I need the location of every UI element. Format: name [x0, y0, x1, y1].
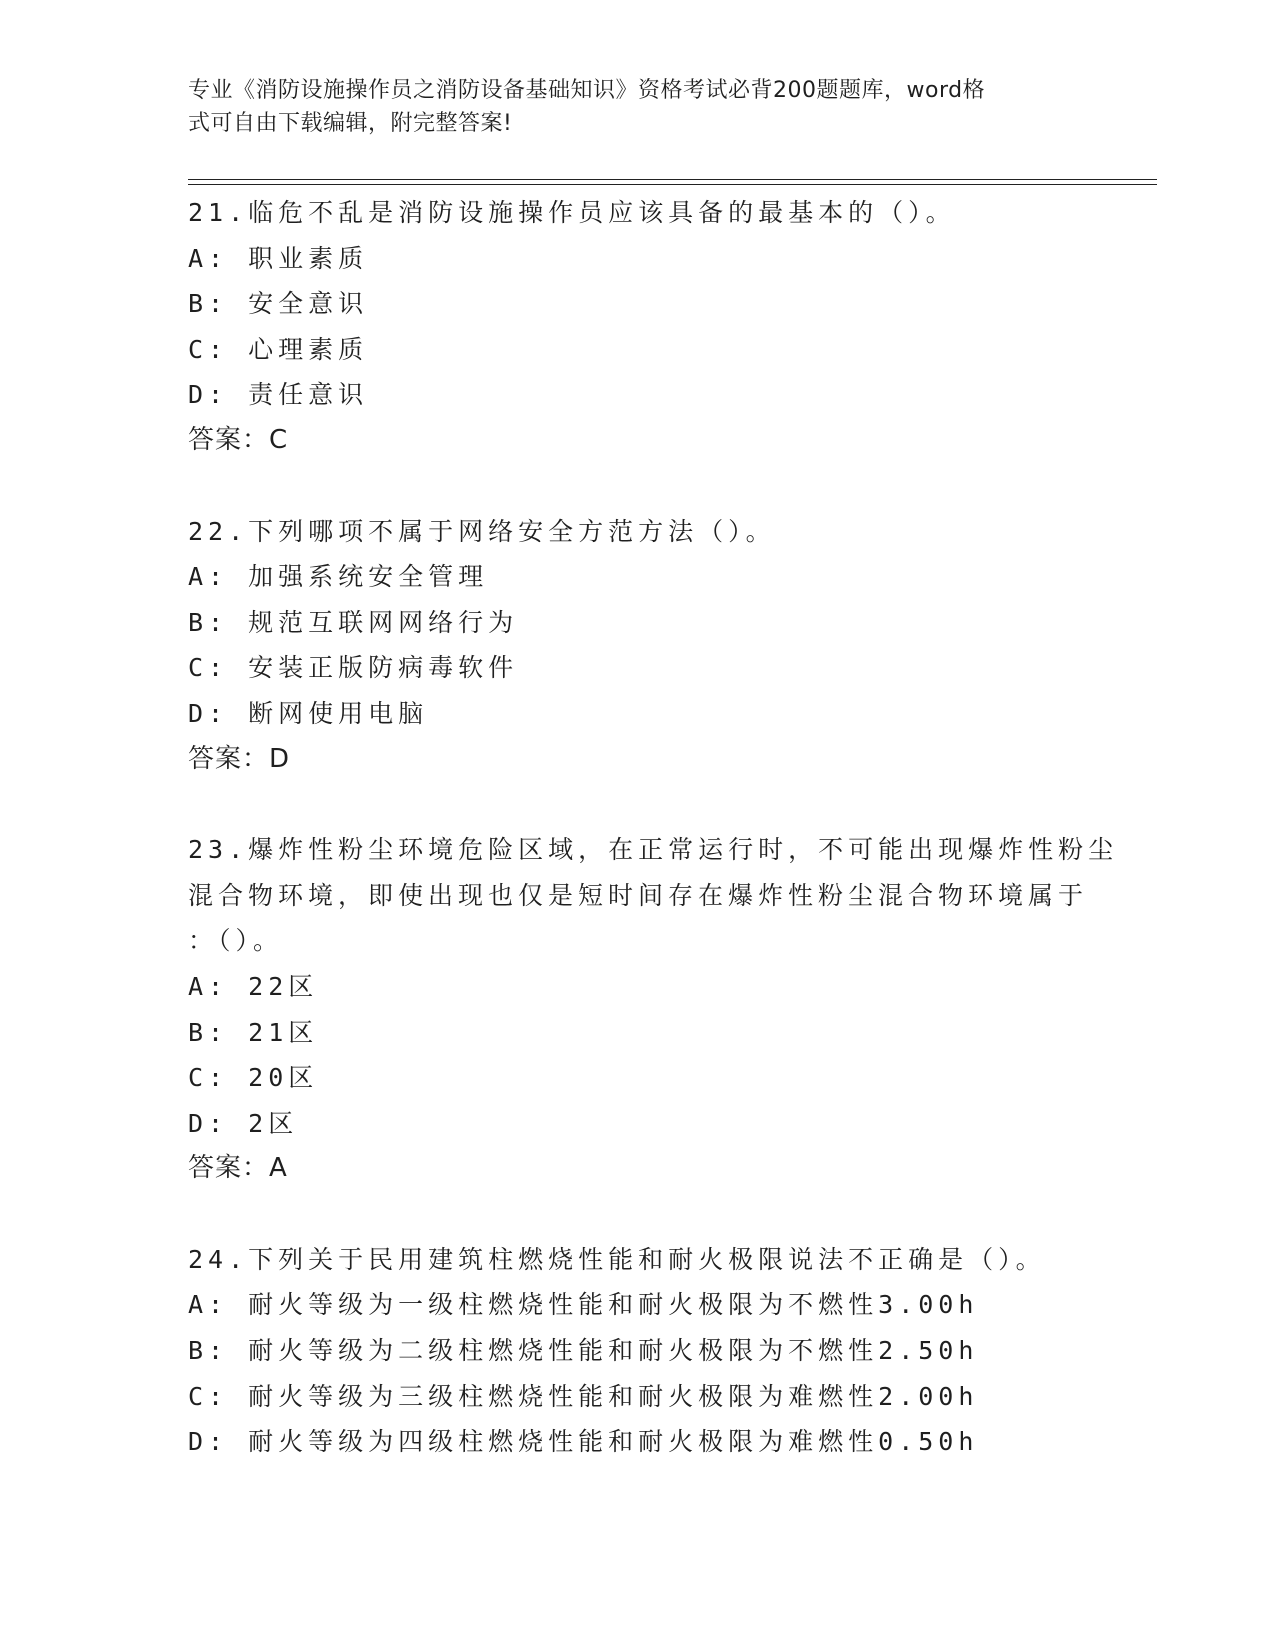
- answer-option: D: 2区: [188, 1108, 299, 1138]
- answer-option: B: 安全意识: [188, 289, 369, 319]
- header-line-1: 专业《消防设施操作员之消防设备基础知识》资格考试必背200题题库，word格: [188, 78, 986, 103]
- answer-option: D: 断网使用电脑: [188, 698, 429, 728]
- answer-option: C: 心理素质: [188, 334, 369, 364]
- question-stem: 23.爆炸性粉尘环境危险区域，在正常运行时，不可能出现爆炸性粉尘: [188, 835, 1119, 865]
- header-divider-top: [188, 179, 1157, 180]
- question-block: [188, 190, 1088, 464]
- answer-option: A: 加强系统安全管理: [188, 562, 489, 592]
- question-block: [188, 509, 1088, 783]
- answer-key: 答案：C: [188, 424, 289, 455]
- question-stem: ：（）。: [188, 926, 284, 956]
- question-list: [188, 190, 1119, 1510]
- answer-option: A: 职业素质: [188, 243, 369, 273]
- question-stem: 21.临危不乱是消防设施操作员应该具备的最基本的（）。: [188, 198, 956, 227]
- answer-option: C: 安装正版防病毒软件: [188, 653, 519, 683]
- answer-option: A: 耐火等级为一级柱燃烧性能和耐火极限为不燃性3.00h: [188, 1290, 979, 1320]
- answer-option: D: 责任意识: [188, 380, 369, 410]
- answer-option: B: 21区: [188, 1017, 319, 1047]
- header-divider-bottom: [188, 184, 1157, 185]
- answer-option: B: 耐火等级为二级柱燃烧性能和耐火极限为不燃性2.50h: [188, 1336, 979, 1366]
- question-stem: 混合物环境，即使出现也仅是短时间存在爆炸性粉尘混合物环境属于: [188, 880, 1089, 910]
- question-block: [188, 827, 1119, 1192]
- answer-option: D: 耐火等级为四级柱燃烧性能和耐火极限为难燃性0.50h: [188, 1427, 979, 1457]
- answer-option: A: 22区: [188, 971, 319, 1001]
- document-header: [188, 74, 1088, 140]
- question-block: [188, 1237, 1088, 1465]
- answer-option: C: 20区: [188, 1063, 319, 1093]
- question-stem: 22.下列哪项不属于网络安全方范方法（）。: [188, 516, 776, 546]
- answer-option: C: 耐火等级为三级柱燃烧性能和耐火极限为难燃性2.00h: [188, 1381, 979, 1411]
- header-line-2: 式可自由下载编辑，附完整答案!: [188, 111, 513, 136]
- question-stem: 24.下列关于民用建筑柱燃烧性能和耐火极限说法不正确是（）。: [188, 1244, 1046, 1274]
- answer-option: B: 规范互联网网络行为: [188, 607, 519, 637]
- answer-key: 答案：D: [188, 743, 291, 774]
- answer-key: 答案：A: [188, 1153, 288, 1184]
